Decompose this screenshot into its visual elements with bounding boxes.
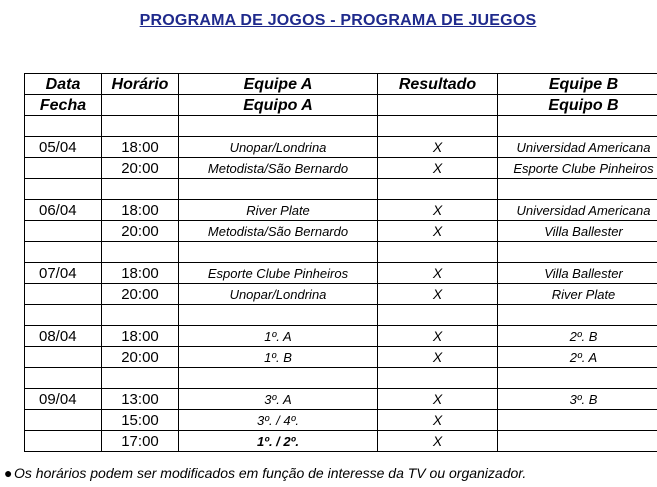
table-row [25,389,657,410]
table-row [25,410,657,431]
result-cell [378,242,498,263]
result-cell [378,368,498,389]
team-b-cell [498,242,657,263]
date-cell [25,410,102,431]
table-row [25,221,657,242]
footnote-text: Os horários podem ser modificados em função de interesse da TV ou organizador. [14,465,527,481]
team-a-cell: Esporte Clube Pinheiros [179,263,378,284]
result-cell: X [378,200,498,221]
schedule-table [24,73,657,452]
result-cell: X [378,263,498,284]
team-a-cell [179,116,378,137]
team-b-cell [498,431,657,452]
time-cell: 18:00 [102,137,179,158]
result-cell: X [378,347,498,368]
team-b-cell: Villa Ballester [498,221,657,242]
time-cell: 15:00 [102,410,179,431]
team-a-cell [179,179,378,200]
table-row [25,179,657,200]
time-cell: 18:00 [102,326,179,347]
time-cell [102,179,179,200]
team-b-cell: Universidad Americana [498,200,657,221]
header-row-es [25,95,657,116]
time-cell: 17:00 [102,431,179,452]
page-title: PROGRAMA DE JOGOS - PROGRAMA DE JUEGOS [139,12,537,29]
team-a-cell: Unopar/Londrina [179,137,378,158]
result-cell: X [378,410,498,431]
time-cell: 13:00 [102,389,179,410]
result-cell: X [378,389,498,410]
table-row [25,137,657,158]
header-team-b-es: Equipo B [498,95,657,116]
header-result: Resultado [378,74,498,95]
date-cell: 08/04 [25,326,102,347]
result-cell: X [378,284,498,305]
time-cell: 18:00 [102,263,179,284]
team-b-cell: 2º. A [498,347,657,368]
header-team-b: Equipe B [498,74,657,95]
date-cell [25,368,102,389]
header-row [25,74,657,95]
date-cell [25,179,102,200]
team-a-cell [179,305,378,326]
header-date-es: Fecha [25,95,102,116]
team-b-cell [498,368,657,389]
team-a-cell [179,368,378,389]
result-cell [378,305,498,326]
team-b-cell [498,410,657,431]
bullet-icon: ● [4,465,13,481]
result-cell: X [378,431,498,452]
time-cell: 20:00 [102,221,179,242]
table-row [25,284,657,305]
header-date: Data [25,74,102,95]
table-row [25,326,657,347]
team-a-cell: Metodista/São Bernardo [179,158,378,179]
team-b-cell [498,179,657,200]
result-cell [378,116,498,137]
time-cell [102,116,179,137]
date-cell [25,116,102,137]
time-cell: 18:00 [102,200,179,221]
team-b-cell: Universidad Americana [498,137,657,158]
team-a-cell: 3º. / 4º. [179,410,378,431]
result-cell: X [378,326,498,347]
time-cell [102,305,179,326]
team-a-cell: River Plate [179,200,378,221]
header-time-es [102,95,179,116]
time-cell [102,368,179,389]
table-row [25,347,657,368]
header-team-a: Equipe A [179,74,378,95]
table-row [25,305,657,326]
team-a-cell: 1º. B [179,347,378,368]
team-a-cell: 3º. A [179,389,378,410]
date-cell [25,347,102,368]
result-cell [378,179,498,200]
table-row [25,263,657,284]
table-row [25,431,657,452]
date-cell [25,242,102,263]
date-cell [25,221,102,242]
team-a-cell: Unopar/Londrina [179,284,378,305]
team-a-cell: 1º. A [179,326,378,347]
table-row [25,200,657,221]
team-b-cell: Esporte Clube Pinheiros [498,158,657,179]
date-cell: 09/04 [25,389,102,410]
team-a-cell [179,242,378,263]
time-cell [102,242,179,263]
team-a-cell: Metodista/São Bernardo [179,221,378,242]
result-cell: X [378,221,498,242]
table-row [25,158,657,179]
date-cell [25,431,102,452]
table-row [25,116,657,137]
time-cell: 20:00 [102,347,179,368]
team-a-cell: 1º. / 2º. [179,431,378,452]
table-row [25,242,657,263]
header-team-a-es: Equipo A [179,95,378,116]
team-b-cell: River Plate [498,284,657,305]
team-b-cell: 3º. B [498,389,657,410]
team-b-cell: Villa Ballester [498,263,657,284]
header-result-es [378,95,498,116]
footnote [4,465,526,481]
time-cell: 20:00 [102,284,179,305]
date-cell: 07/04 [25,263,102,284]
date-cell: 06/04 [25,200,102,221]
date-cell [25,158,102,179]
result-cell: X [378,158,498,179]
team-b-cell [498,116,657,137]
date-cell [25,284,102,305]
date-cell: 05/04 [25,137,102,158]
header-time: Horário [102,74,179,95]
date-cell [25,305,102,326]
team-b-cell [498,305,657,326]
result-cell: X [378,137,498,158]
time-cell: 20:00 [102,158,179,179]
team-b-cell: 2º. B [498,326,657,347]
table-row [25,368,657,389]
